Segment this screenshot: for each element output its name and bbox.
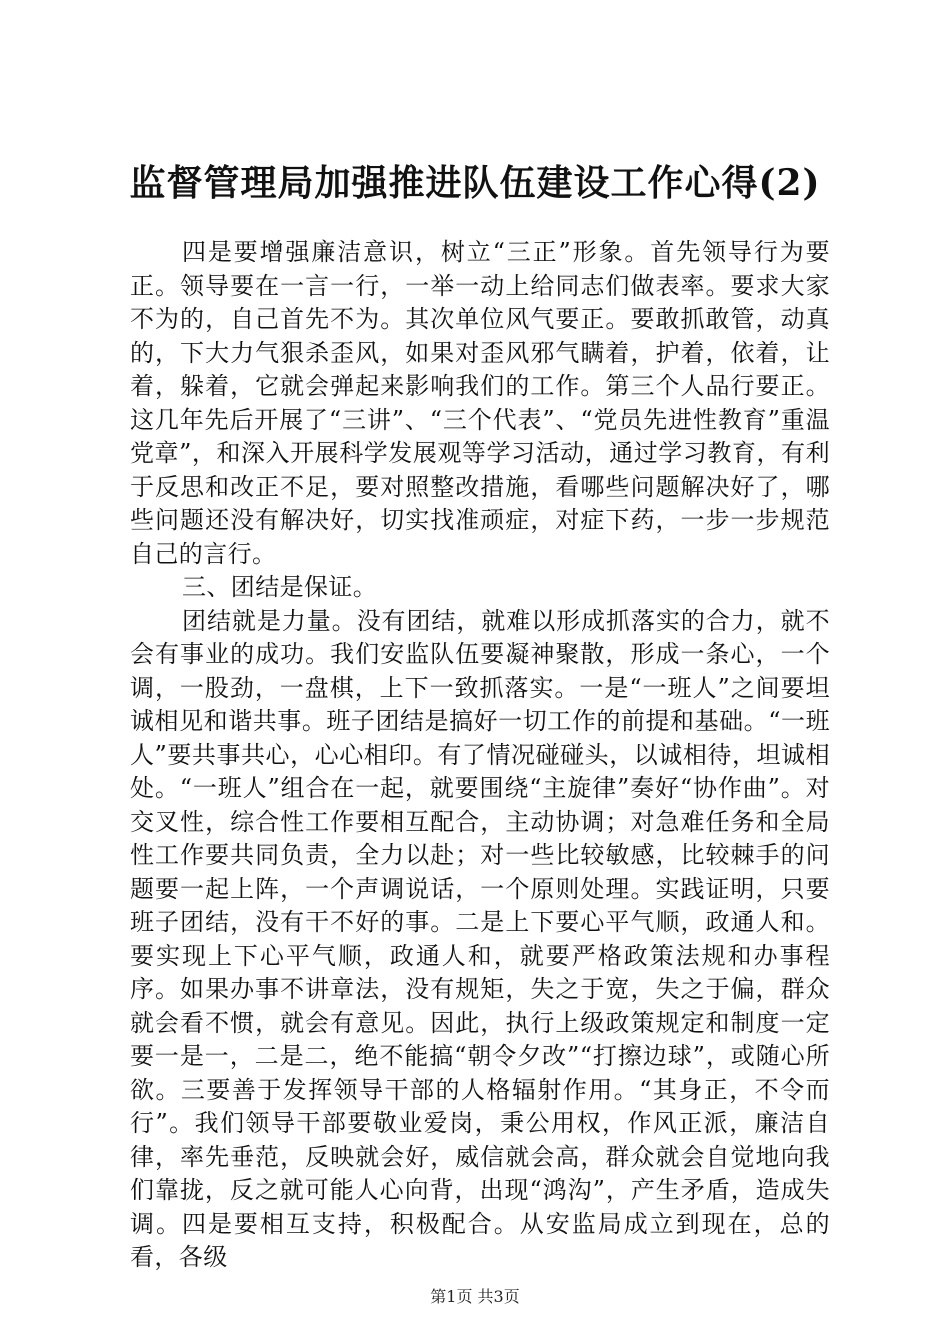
page-footer: 第1页 共3页 <box>430 1287 520 1306</box>
paragraph-integrity: 四是要增强廉洁意识，树立“三正”形象。首先领导行为要正。领导要在一言一行，一举一动上给同志们做表率。要求大家不为的，自己首先不为。其次单位风气要正。要敢抓敢管，动真的，下大力气狠杀歪风，如果对歪风邪气瞒着，护着，依着，让着，躲着，它就会弹起来影响我们的工作。第三个人品行要正。这几年先后开展了“三讲”、“三个代表”、“党员先进性教育”重温党章”，和深入开展科学发展观等学习活动，通过学习教育，有利于反思和改正不足，要对照整改措施，看哪些问题解决好了，哪些问题还没有解决好，切实找准顽症，对症下药，一步一步规范自己的言行。 <box>130 238 830 568</box>
section-heading-unity: 三、团结是保证。 <box>182 573 378 601</box>
document-body <box>130 236 830 1275</box>
document-title: 监督管理局加强推进队伍建设工作心得(2) <box>129 162 821 204</box>
paragraph-unity: 团结就是力量。没有团结，就难以形成抓落实的合力，就不会有事业的成功。我们安监队伍要凝神聚散，形成一条心，一个调，一股劲，一盘棋，上下一致抓落实。一是“一班人”之间要坦诚相见和谐共事。班子团结是搞好一切工作的前提和基础。“一班人”要共事共心，心心相印。有了情况碰碰头，以诚相待，坦诚相处。“一班人”组合在一起，就要围绕“主旋律”奏好“协作曲”。对交叉性，综合性工作要相互配合，主动协调；对急难任务和全局性工作要共同负责，全力以赴；对一些比较敏感，比较棘手的问题要一起上阵，一个声调说话，一个原则处理。实践证明，只要班子团结，没有干不好的事。二是上下要心平气顺，政通人和。要实现上下心平气顺，政通人和，就要严格政策法规和办事程序。如果办事不讲章法，没有规矩，失之于宽，失之于偏，群众就会看不惯，就会有意见。因此，执行上级政策规定和制度一定要一是一，二是二，绝不能搞“朝令夕改”“打擦边球”，或随心所欲。三要善于发挥领导干部的人格辐射作用。“其身正，不令而行”。我们领导干部要敬业爱岗，秉公用权，作风正派，廉洁自律，率先垂范，反映就会好，威信就会高，群众就会自觉地向我们靠拢，反之就可能人心向背，出现“鸿沟”，产生矛盾，造成失调。四是要相互支持，积极配合。从安监局成立到现在，总的看，各级 <box>130 606 830 1271</box>
